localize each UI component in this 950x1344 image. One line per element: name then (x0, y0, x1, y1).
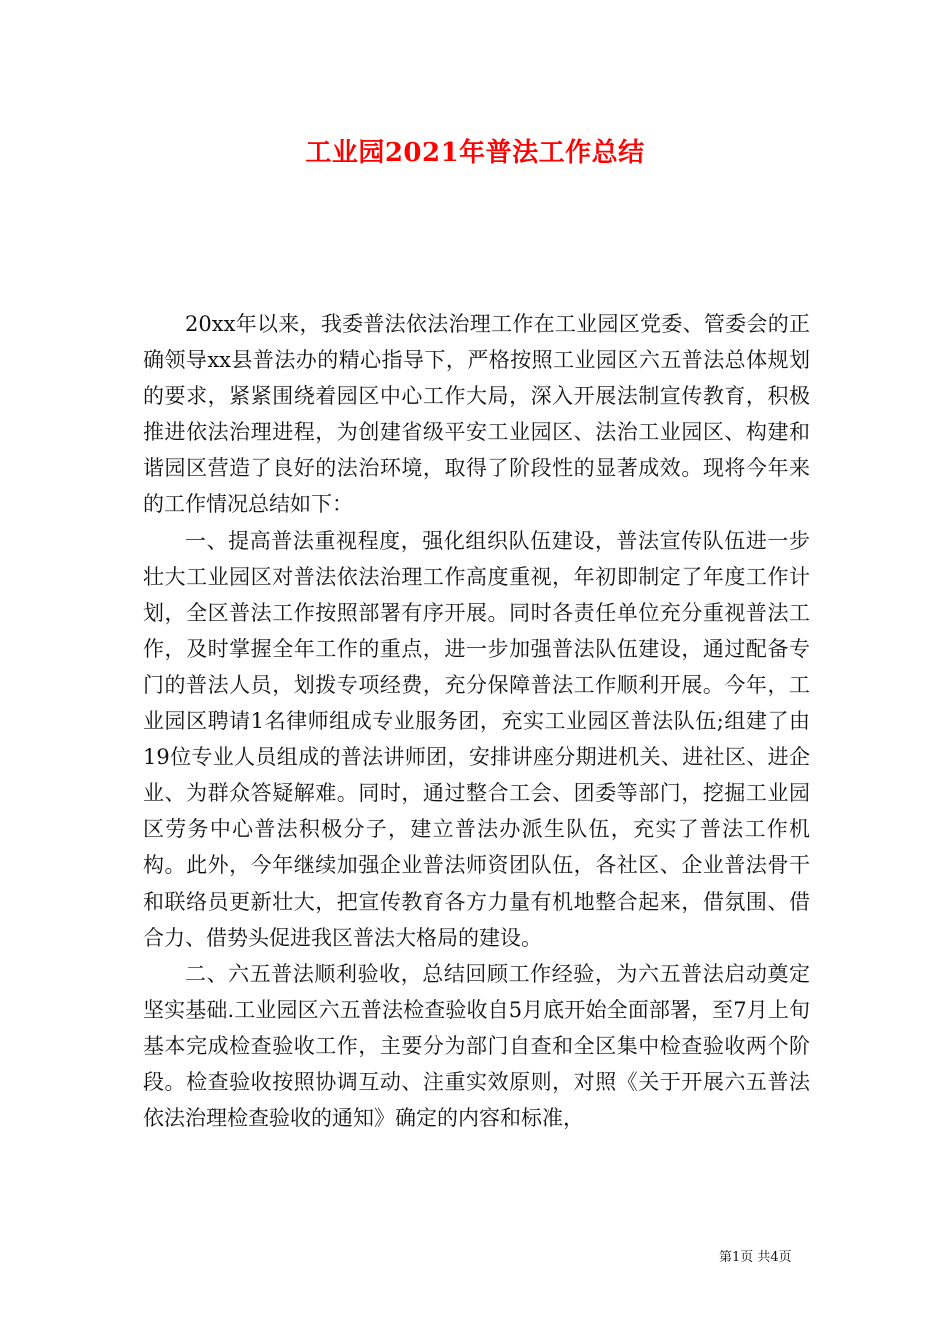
page-number-footer: 第1页 共4页 (719, 1250, 792, 1265)
document-title: 工业园2021年普法工作总结 (305, 138, 645, 168)
paragraph-intro: 20xx年以来，我委普法依法治理工作在工业园区党委、管委会的正确领导xx县普法办的精心指导下，严格按照工业园区六五普法总体规划的要求，紧紧围绕着园区中心工作大局，深入开展法制宣传教育，积极推进依法治理进程，为创建省级平安工业园区、法治工业园区、构建和谐园区营造了良好的法治环境，取得了阶段性的显著成效。现将今年来的工作情况总结如下： (143, 312, 810, 517)
paragraph-section-2: 二、六五普法顺利验收，总结回顾工作经验，为六五普法启动奠定坚实基础.工业园区六五普法检查验收自5月底开始全面部署，至7月上旬基本完成检查验收工作，主要分为部门自查和全区集中检查验收两个阶段。检查验收按照协调互动、注重实效原则，对照《关于开展六五普法依法治理检查验收的通知》确定的内容和标准， (143, 961, 810, 1131)
paragraph-section-1: 一、提高普法重视程度，强化组织队伍建设，普法宣传队伍进一步壮大工业园区对普法依法治理工作高度重视，年初即制定了年度工作计划，全区普法工作按照部署有序开展。同时各责任单位充分重视普法工作，及时掌握全年工作的重点，进一步加强普法队伍建设，通过配备专门的普法人员，划拨专项经费，充分保障普法工作顺利开展。今年，工业园区聘请1名律师组成专业服务团，充实工业园区普法队伍;组建了由19位专业人员组成的普法讲师团，安排讲座分期进机关、进社区、进企业、为群众答疑解难。同时，通过整合工会、团委等部门，挖掘工业园区劳务中心普法积极分子，建立普法办派生队伍，充实了普法工作机构。此外，今年继续加强企业普法师资团队伍，各社区、企业普法骨干和联络员更新壮大，把宣传教育各方力量有机地整合起来，借氛围、借合力、借势头促进我区普法大格局的建设。 (143, 528, 810, 950)
document-body (143, 306, 810, 1136)
